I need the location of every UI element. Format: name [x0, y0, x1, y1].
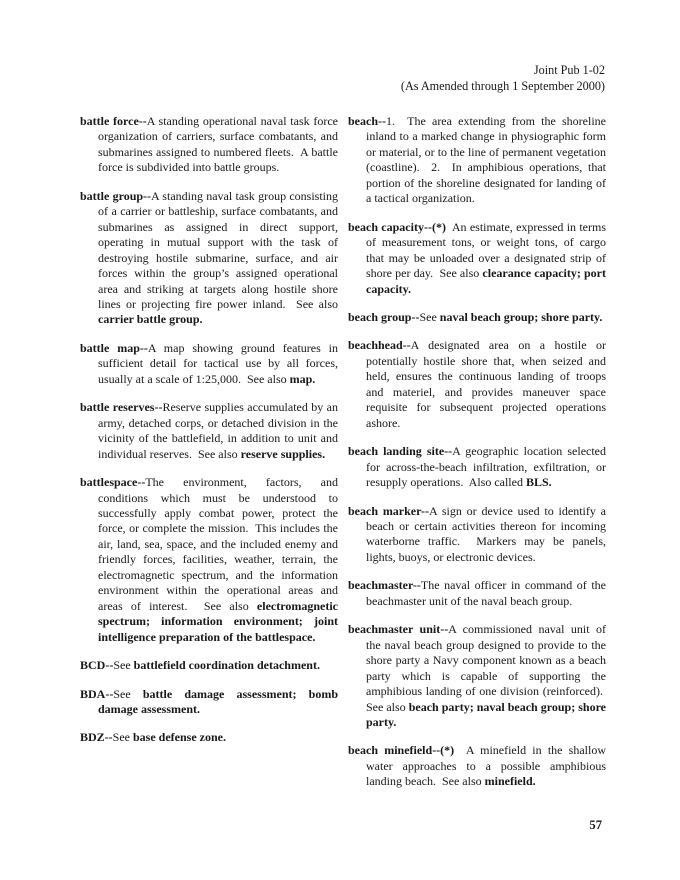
definition-text: See [112, 730, 133, 745]
pub-amendment-note: (As Amended through 1 September 2000) [400, 78, 605, 93]
right-column [348, 114, 606, 803]
definition-battle-reserves [80, 400, 338, 462]
cross-reference-text: battle damage assessment; bomb damage assessment. [98, 686, 338, 716]
definition-beach-marker [348, 504, 606, 566]
term-text: BDA-- [80, 686, 114, 701]
definition-beachhead [348, 338, 606, 431]
term-text: beach minefield--(*) [348, 743, 455, 758]
definition-bdz [80, 730, 338, 745]
definition-text: The environment, factors, and conditions which must be understood to successfully apply combat power, protect the force, or complete the mission. This includes the air, land, sea, space, and the included enemy and friendly forces, facilities, weather, terrain, the electromagnetic spectrum, and the information environment within the operational areas and areas of interest. See also [98, 475, 338, 613]
cross-reference-text: electromagnetic spectrum; information environment; joint intelligence preparation of the battlespace. [98, 598, 338, 644]
pub-title: Joint Pub 1-02 [533, 63, 605, 77]
definition-beach [348, 114, 606, 207]
cross-reference-text: BLS. [525, 475, 552, 490]
cross-reference-text: beach party; naval beach group; shore party. [366, 699, 606, 729]
definition-text: The naval officer in command of the beachmaster unit of the naval beach group. [366, 578, 606, 608]
definition-beachmaster-unit [348, 622, 606, 730]
definition-text: A designated area on a hostile or potentially hostile shore that, when seized and held, ensures the continuous landing of troops and materiel, and provides maneuver space requisite for subsequent projected operations ashore. [366, 338, 606, 430]
term-text: beachmaster-- [348, 578, 421, 593]
definition-text: A sign or device used to identify a beach or certain activities thereon for incoming waterborne traffic. Markers may be panels, lights, buoys, or electronic devices. [366, 503, 606, 564]
cross-reference-text: map. [289, 371, 316, 386]
definition-text: A standing naval task group consisting of a carrier or battleship, surface combatants, and submarines as assigned in direct support, operating in mutual support with the task of destroying hostile submarine, surface, and air forces within the group’s assigned operational area and striking at targets along hostile shore lines or projecting fire power inland. See also [98, 188, 338, 311]
cross-reference-text: clearance capacity; port capacity. [366, 266, 606, 296]
term-text: beach group-- [348, 309, 420, 324]
cross-reference-text: battlefield coordination detachment. [133, 658, 320, 673]
cross-reference-text: minefield. [484, 774, 536, 789]
term-text: battle map-- [80, 340, 148, 355]
definition-text: A geographic location selected for across-the-beach infiltration, exfiltration, or resupply operations. Also called [366, 444, 607, 490]
term-text: beach marker-- [348, 503, 430, 518]
term-text: battle force-- [80, 114, 147, 128]
cross-reference-text: naval beach group; shore party. [439, 309, 603, 324]
definition-battle-group [80, 189, 338, 328]
definition-columns [80, 114, 606, 803]
definition-text: A map showing ground features in sufficient detail for tactical use by all forces, usually at a scale of 1:25,000. See also [98, 340, 338, 386]
cross-reference-text: carrier battle group. [98, 312, 203, 327]
term-text: battlespace-- [80, 475, 146, 490]
cross-reference-text: base defense zone. [133, 730, 226, 745]
term-text: beach capacity--(*) [348, 219, 446, 234]
definition-text: See [419, 309, 440, 324]
page-number: 57 [589, 818, 602, 832]
definition-battle-force [80, 114, 338, 176]
definition-beachmaster [348, 578, 606, 609]
definition-text: A commissioned naval unit of the naval beach group designed to provide to the shore party a Navy component known as a beach party which is capable of supporting the amphibious landing of one division (reinforced). See also [366, 622, 606, 714]
definition-battle-map [80, 341, 338, 387]
definition-text: An estimate, expressed in terms of measurement tons, or weight tons, of cargo that may be unloaded over a designated strip of shore per day. See also [366, 219, 607, 281]
term-text: beachmaster unit-- [348, 622, 449, 637]
term-text: beach landing site-- [348, 444, 453, 459]
definition-text: Reserve supplies accumulated by an army, detached corps, or detached division in the vicinity of the battlefield, in addition to unit and individual reserves. See also [98, 400, 338, 461]
term-text: battle reserves-- [80, 400, 163, 415]
term-text: beach-- [348, 114, 386, 128]
definition-bda [80, 687, 338, 718]
definition-battlespace [80, 475, 338, 645]
page-header [401, 63, 605, 94]
definition-text: 1. The area extending from the shoreline inland to a marked change in physiographic form or material, or to the line of permanent vegetation (coastline). 2. In amphibious operations, that portion of the shoreline designated for landing of a tactical organization. [366, 114, 606, 206]
definition-bcd [80, 658, 338, 673]
term-text: BCD-- [80, 658, 114, 673]
definition-beach-minefield [348, 743, 606, 789]
left-column [80, 114, 338, 803]
definition-beach-group [348, 310, 606, 325]
definition-text: A standing operational naval task force organization of carriers, surface combatants, and submarines assigned to numbered fleets. A battle force is subdivided into battle groups. [98, 114, 338, 175]
term-text: BDZ-- [80, 730, 113, 745]
term-text: battle group-- [80, 188, 152, 203]
cross-reference-text: reserve supplies. [240, 446, 326, 461]
definition-beach-capacity [348, 220, 606, 297]
definition-text: A minefield in the shallow water approaches to a possible amphibious landing beach. See also [366, 743, 607, 789]
term-text: beachhead-- [348, 338, 411, 353]
definition-beach-landing-site [348, 444, 606, 490]
definition-text: See [113, 658, 134, 673]
definition-text: See [113, 686, 143, 701]
